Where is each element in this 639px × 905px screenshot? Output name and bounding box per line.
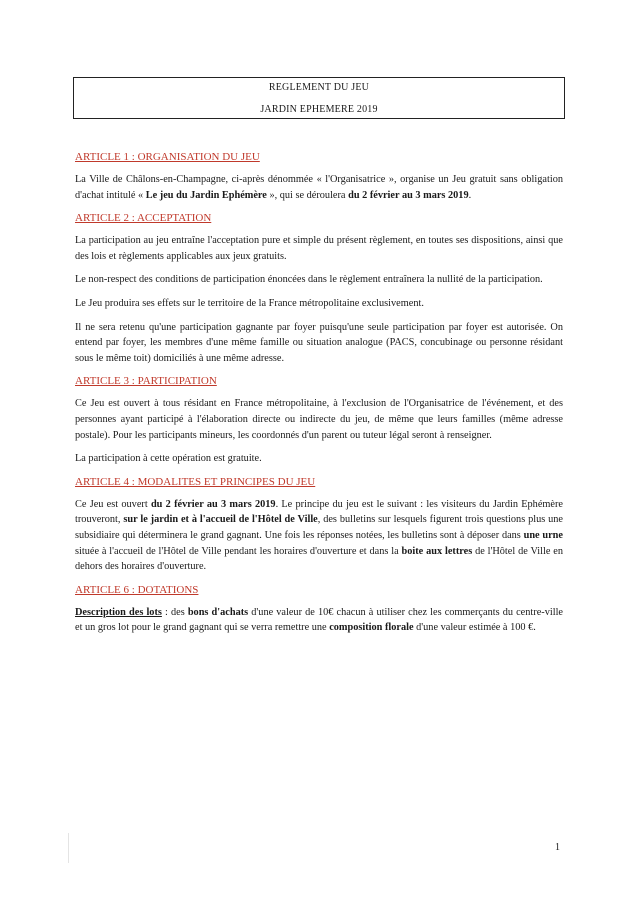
- article-3-paragraph-2: La participation à cette opération est gratuite.: [75, 453, 262, 465]
- page-number: 1: [555, 842, 560, 853]
- article-6-section: [75, 583, 563, 636]
- document-title: REGLEMENT DU JEU: [268, 82, 370, 93]
- margin-mark: [68, 833, 69, 863]
- article-2-paragraph-1: La participation au jeu entraîne l'acceptation pure et simple du présent règlement, en toutes ses dispositions, ainsi que des lois et règlements applicables aux jeux gratuits.: [75, 235, 563, 262]
- article-2-heading: ARTICLE 2 : ACCEPTATION: [75, 212, 212, 225]
- article-2-section: [75, 211, 563, 366]
- article-4-heading: ARTICLE 4 : MODALITES ET PRINCIPES DU JEU: [75, 475, 316, 488]
- article-3-heading: ARTICLE 3 : PARTICIPATION: [75, 375, 217, 388]
- article-4-paragraph: Ce Jeu est ouvert du 2 février au 3 mars 2019. Le principe du jeu est le suivant : les visiteurs du Jardin Ephémère trouveront, sur le jardin et à l'accueil de l'Hôtel de Ville, des bulletins sur lesquels figurent trois questions plus une subsidiaire qui déterminera le grand gagnant. Une fois les réponses notées, les bulletins sont à déposer dans une urne située à l'accueil de l'Hôtel de Ville pendant les horaires d'ouverture et dans la boite aux lettres de l'Hôtel de Ville en dehors des horaires d'ouverture.: [75, 498, 563, 573]
- article-1-paragraph: La Ville de Châlons-en-Champagne, ci-après dénommée « l'Organisatrice », organise un Jeu gratuit sans obligation d'achat intitulé « Le jeu du Jardin Ephémère », qui se déroulera du 2 février au 3 mars 2019.: [75, 174, 563, 201]
- article-3-paragraph-1: Ce Jeu est ouvert à tous résidant en France métropolitaine, à l'exclusion de l'Organisatrice de l'événement, et des personnes ayant participé à l'élaboration directe ou indirecte du jeu, de même que leurs familles (même adresse postale). Pour les participants mineurs, les coordonnés d'un parent ou tuteur légal seront à renseigner.: [75, 398, 563, 441]
- article-2-paragraph-4: Il ne sera retenu qu'une participation gagnante par foyer puisqu'une seule participation par foyer est autorisée. On entend par foyer, les membres d'une même famille ou situation analogue (PACS, concubinage ou personne résidant sous le même toit) domiciliés à une même adresse.: [75, 321, 563, 364]
- article-3-section: [75, 374, 563, 466]
- article-2-paragraph-3: Le Jeu produira ses effets sur le territoire de la France métropolitaine exclusivement.: [75, 297, 424, 309]
- article-6-paragraph: Description des lots : des bons d'achats d'une valeur de 10€ chacun à utiliser chez les commerçants du centre-ville et un gros lot pour le grand gagnant qui se verra remettre une composition florale d'une valeur estimée à 100 €.: [75, 606, 563, 634]
- article-1-section: [75, 150, 563, 203]
- document-subtitle: JARDIN EPHEMERE 2019: [260, 104, 378, 115]
- title-box: [73, 77, 565, 119]
- article-1-heading: ARTICLE 1 : ORGANISATION DU JEU: [75, 151, 260, 163]
- article-4-section: [75, 475, 563, 575]
- article-2-paragraph-2: Le non-respect des conditions de participation énoncées dans le règlement entraînera la nullité de la participation.: [75, 274, 543, 286]
- document-body: [75, 150, 563, 644]
- article-6-heading: ARTICLE 6 : DOTATIONS: [75, 583, 199, 596]
